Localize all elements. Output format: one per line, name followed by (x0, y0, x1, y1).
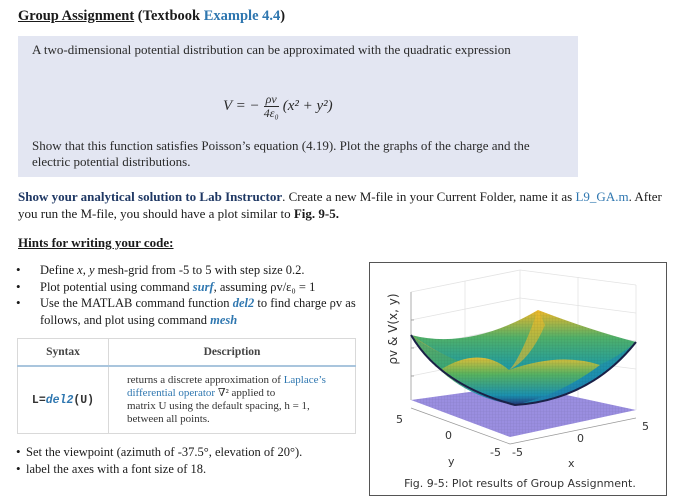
example-link[interactable]: Example 4.4 (203, 8, 281, 24)
y-tick-5: 5 (396, 413, 403, 426)
figure-caption: Fig. 9-5: Plot results of Group Assignment. (404, 477, 636, 490)
x-axis-label: x (568, 457, 575, 470)
page-title: Group Assignment (Textbook Example 4.4) (18, 8, 286, 24)
syntax-cell: L=del2(U) (18, 366, 109, 434)
potential-equation: V = − $\frac{\rho v}{\text{4ε₀}}$ (x² + y²) (223, 92, 333, 120)
hint-item: • Plot potential using command surf, assuming ρv/ε₀ = 1 (16, 279, 361, 296)
filename-link[interactable]: L9_GA.m (575, 189, 629, 204)
description-cell: returns a discrete approximation of Laplace’s differential operator ∇² applied to matrix U using the default spacing, h = 1, between all points. (127, 374, 326, 425)
hint-item: • Define x, y mesh-grid from -5 to 5 with step size 0.2. (16, 262, 361, 279)
column-header-description: Description (109, 339, 356, 367)
hint-item: • Set the viewpoint (azimuth of -37.5°, elevation of 20°). (16, 444, 361, 461)
column-header-syntax: Syntax (18, 339, 109, 367)
title-main: Group Assignment (18, 8, 135, 24)
z-axis-label: ρv & V(x, y) (386, 293, 400, 365)
hint-item: • Use the MATLAB command function del2 to find charge ρv as follows, and plot using command mesh (16, 295, 361, 328)
x-tick-5: 5 (642, 420, 649, 433)
hint-item: • label the axes with a font size of 18. (16, 461, 361, 478)
potential-surface (411, 310, 636, 405)
y-axis-label: y (448, 455, 455, 468)
hints-heading: Hints for writing your code: (18, 235, 174, 250)
laplace-link[interactable]: Laplace’s differential operator (127, 374, 326, 399)
instructions: Show your analytical solution to Lab Instructor. Create a new M-file in your Current Folder, name it as L9_GA.m. After you run the M-file, you should have a plot similar to Fig. 9-5. (18, 189, 662, 221)
mesh-command[interactable]: mesh (210, 312, 238, 327)
x-tick-0: 0 (577, 432, 584, 445)
problem-intro: A two-dimensional potential distribution can be approximated with the quadratic expression (32, 42, 511, 57)
problem-task: Show that this function satisfies Poisson’s equation (4.19). Plot the graphs of the charge and the electric potential distributions. (32, 138, 530, 169)
y-tick-neg5: -5 (490, 446, 501, 459)
instruction-lead: Show your analytical solution to Lab Instructor (18, 189, 283, 204)
x-tick-neg5: -5 (512, 446, 523, 459)
surf-command[interactable]: surf (192, 279, 214, 294)
figure-ref: Fig. 9-5. (293, 206, 339, 221)
y-tick-0: 0 (445, 429, 452, 442)
del2-command[interactable]: del2 (232, 296, 255, 310)
equation-fraction: $\frac{\rho v}{\text{4ε₀}}$ (263, 92, 279, 120)
